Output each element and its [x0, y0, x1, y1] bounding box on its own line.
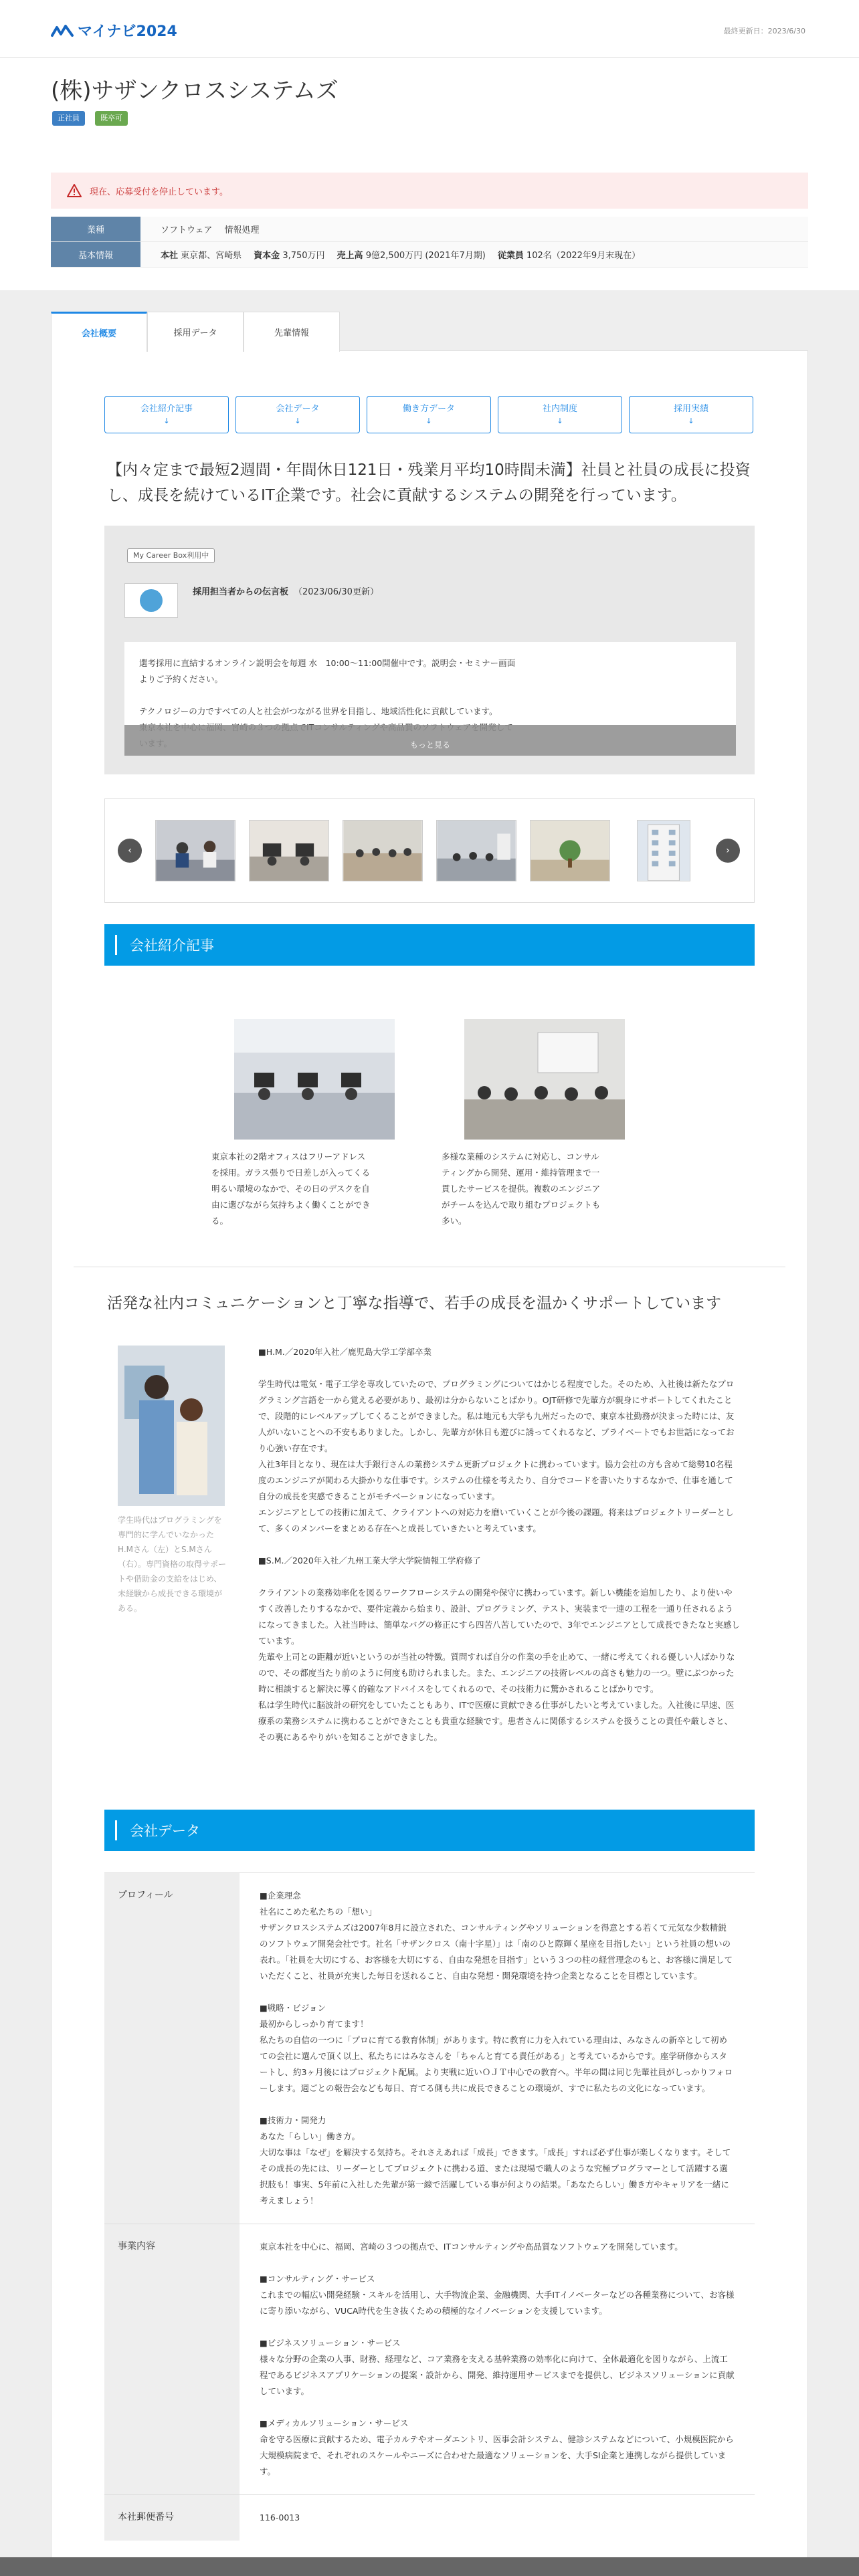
section-header-company-data: 会社データ [104, 1810, 755, 1851]
arrow-down-icon: ↓ [557, 416, 563, 425]
carousel-photo[interactable] [436, 820, 516, 881]
employees-label: 従業員 [497, 251, 524, 261]
data-row-profile: プロフィール ■企業理念 社名にこめた私たちの「想い」 サザンクロスシステムズは2007年8月に設立された、コンサルティングやソリューションを得意とする若くて元気な少数精鋭のソフトウェア開発会社です。社名「サザンクロス（南十字星）」は「南のひと際輝く星座を目指したい」という社員の想いの表れ。「社員を大切にする、お客様を大切にする、自由な発想を目指す」という３つの柱の経営理念のもと、お客様に満足していただくこと、社員が充実した毎日を送れること、自由な発想・開発環境を持つ企業となることを目標としています。 ■戦略・ビジョン 最初からしっかり育てます！ 私たちの自信の一つに「プロに育てる教育体制」があります。特に教育に力を入れている理由は、みなさんの新卒として初めての会社に選んで頂く以上、私たちにはみなさんを「ちゃんと育てる責任がある」と考えているからです。座学研修からスタートし、約3ヶ月後にはプロジェクト配属。より実戦に近いＯＪＴ中心での教育へ。半年の間は同じ先輩社員がしっかりフォローします。週ごとの報告会なども毎日、育てる側も共に成長できることの環境が、すでに私たちの文化になっています。 ■技術力・開発力 あなた「らしい」働き方。 大切な事は「なぜ」を解決する気持ち。それさえあれば「成長」できます。「成長」すれば必ず仕事が楽しくなります。そしてその成長の先には、リーダーとしてプロジェクトに携わる道、または現場で職人のような究極プログラマーとして活躍する選択肢も！事実、5年前に入社した先輩が第一線で活躍している事が何よりの結果。「あなたらしい」働き方やキャリアを一緒に考えましょう！ [104, 1872, 755, 2224]
article-caption: 多様な業種のシステムに対応し、コンサルティングから開発、運用・維持管理まで一貫したサービスを提供。複数のエンジニアがチームを込んで取り組むプロジェクトも多い。 [442, 1152, 601, 1226]
message-title: 採用担当者からの伝言板 [193, 587, 289, 597]
carousel-photo[interactable] [343, 820, 423, 881]
badge-graduate-ok: 既卒可 [95, 111, 128, 126]
employee-photo [118, 1346, 225, 1506]
section-header-articles: 会社紹介記事 [104, 924, 755, 966]
company-data-table [104, 1872, 755, 2541]
interview-text: 学生時代は電気・電子工学を専攻していたので、プログラミングについてはかじる程度でした。そのため、入社後は新たなプログラミング言語を一から覚える必要があり、最初は分からないことばかり。OJT研修で先輩方が親身にサポートしてくれたことで、段階的にレベルアップしてくることができました。私は地元も大学も九州だったので、東京本社勤務が決まった時には、友人がいないことへの不安もありました。しかし、先輩方が休日も遊びに誘ってくれるなど、プライベートでもお世話になっており心強い存在です。 入社3年目となり、現在は大手銀行さんの業務システム更新プロジェクトに携わっています。協力会社の方も含めて総勢10名程度のエンジニアが関わる大掛かりな仕事です。システムの仕様を考えたり、自分でコードを書いたりするなかで、仕事を通して自分の成長を実感できることがモチベーションになっています。 エンジニアとしての技術に加えて、クライアントへの対応力を磨いていくことが今後の課題。将来はプロジェクトリーダーとして、多くのメンバーをまとめる存在へと成長していきたいと考えています。 [258, 1379, 735, 1533]
southern-cross-logo-icon [138, 587, 165, 614]
sales-value: 9億2,500万円 (2021年7月期) [365, 251, 486, 261]
carousel-photo[interactable] [530, 820, 610, 881]
data-label: 本社郵便番号 [104, 2495, 240, 2541]
arrow-down-icon: ↓ [425, 416, 432, 425]
carousel-next-button[interactable]: › [716, 839, 740, 863]
sales-label: 売上高 [337, 251, 363, 261]
data-label: プロフィール [104, 1873, 240, 2224]
bottom-fixed-bar [0, 2557, 859, 2576]
my-career-box-badge: My Career Box利用中 [127, 548, 215, 563]
data-row-postal-code: 本社郵便番号 116-0013 [104, 2494, 755, 2541]
article-photo-office [234, 1019, 395, 1140]
anchor-work-data[interactable]: 働き方データ ↓ [367, 396, 491, 433]
anchor-internal-systems[interactable]: 社内制度 ↓ [498, 396, 622, 433]
interview-heading: ■S.M.／2020年入社／九州工業大学大学院情報工学府修了 [258, 1555, 481, 1566]
company-name: (株)サザンクロスシステムズ [51, 78, 339, 104]
article-caption: 東京本社の2階オフィスはフリーアドレスを採用。ガラス張りで日差しが入ってくる明るい環境のなかで、その日のデスクを自由に選びながら気持ちよく働くことができる。 [211, 1152, 371, 1226]
industry-software: ソフトウェア [161, 225, 213, 235]
read-more-button[interactable]: もっと見る [124, 725, 736, 756]
anchor-hiring-results[interactable]: 採用実績 ↓ [629, 396, 753, 433]
site-header [0, 0, 859, 58]
industry-label: 業種 [51, 217, 140, 241]
notice-text: 現在、応募受付を停止しています。 [90, 187, 228, 197]
carousel-photo[interactable] [249, 820, 329, 881]
interview-text: クライアントの業務効率化を図るワークフローシステムの開発や保守に携わっています。新しい機能を追加したり、より使いやすく改善したりするなかで、要件定義から始まり、設計、プログラミング、テスト、実装まで一連の工程を一通り任されるようになってきました。入社当時は、簡単なバグの修正にすら四苦八苦していたので、3年でエンジニアとして成長できたなと実感しています。 先輩や上司との距離が近いというのが当社の特徴。質問すれば自分の作業の手を止めて、一緒に考えてくれる優しい人ばかりなので、その都度当たり前のように何度も助けられました。また、エンジニアの技術レベルの高さも魅力の一つ。壁にぶつかった時に相談すると解決に導く的確なアドバイスをしてくれるので、その技術力に驚かされることばかりです。 私は学生時代に脳波計の研究をしていたこともあり、ITで医療に貢献できる仕事がしたいと考えていました。入社後に早速、医療系の業務システムに携わることができたことも貴重な経験です。患者さんに関係するシステムを扱うことの責任や厳しさと、その裏にあるやりがいを知ることができました。 [258, 1588, 740, 1742]
site-logo[interactable] [51, 20, 177, 41]
anchor-company-data[interactable]: 会社データ ↓ [235, 396, 360, 433]
basic-info-row [51, 242, 808, 267]
arrow-down-icon: ↓ [163, 416, 170, 425]
employee-interview [258, 1344, 740, 1761]
anchor-articles[interactable]: 会社紹介記事 ↓ [104, 396, 229, 433]
interview-heading: ■H.M.／2020年入社／鹿児島大学工学部卒業 [258, 1347, 432, 1357]
article-photo-meeting [464, 1019, 625, 1140]
hq-label: 本社 [161, 251, 179, 261]
carousel-prev-button[interactable]: ‹ [118, 839, 142, 863]
carousel-photo[interactable] [155, 820, 235, 881]
industry-information: 情報処理 [224, 225, 260, 235]
warning-icon [67, 184, 82, 197]
arrow-down-icon: ↓ [688, 416, 694, 425]
industry-row [51, 217, 808, 242]
capital-value: 3,750万円 [282, 251, 325, 261]
employee-photo-caption: 学生時代はプログラミングを専門的に学んでいなかったH.Mさん（左）とS.Mさん（右）。専門資格の取得サポートや借助金の支給をはじめ、未経験から成長できる環境がある。 [118, 1515, 227, 1613]
message-body: 選考採用に直結するオンライン説明会を毎週 水 10:00～11:00開催中です。説明会・セミナー画面 よりご予約ください。 テクノロジーの力ですべての人と社会がつながる世界を目指し、地域活性化に貢献しています。 [124, 642, 736, 756]
catch-copy: 【内々定まで最短2週間・年間休日121日・残業月平均10時間未満】社員と社員の成長に投資し、成長を続けているIT企業です。社会に貢献するシステムの開発を行っています。 [107, 461, 751, 504]
feature-title: 活発な社内コミュニケーションと丁寧な指導で、若手の成長を温かくサポートしています [107, 1295, 722, 1312]
application-closed-notice [51, 173, 808, 209]
data-label: 事業内容 [104, 2224, 240, 2494]
logo-text: マイナビ2024 [78, 23, 177, 40]
employees-value: 102名（2022年9月末現在） [526, 251, 641, 261]
arrow-down-icon: ↓ [294, 416, 301, 425]
last-updated: 最終更新日：2023/6/30 [723, 27, 805, 35]
tab-recruitment-data[interactable]: 採用データ [147, 312, 244, 352]
capital-label: 資本金 [254, 251, 280, 261]
carousel-photo[interactable] [637, 820, 690, 881]
basic-info-label: 基本情報 [51, 242, 140, 267]
tab-senior-info[interactable]: 先輩情報 [244, 312, 340, 352]
company-info-table [51, 217, 808, 267]
data-row-business: 事業内容 東京本社を中心に、福岡、宮崎の３つの拠点で、ITコンサルティングや高品質なソフトウェアを開発しています。 ■コンサルティング・サービス これまでの幅広い開発経験・スキルを活用し、大手物流企業、金融機関、大手ITイノベーターなどの各種業務について、お客様に寄り添いながら、VUCA時代を生き抜くための積極的なイノベーションを支援しています。 ■ビジネスソリューション・サービス 様々な分野の企業の人事、財務、経理など、コア業務を支える基幹業務の効率化に向けて、全体最適化を図りながら、上流工程であるビジネスアプリケーションの提案・設計から、開発、維持運用サービスまでを提供し、ビジネスソリューションに貢献しています。 ■メディカルソリューション・サービス 命を守る医療に貢献するため、電子カルテやオーダエントリ、医事会計システム、健診システムなどについて、小規模医院から大規模病院まで、それぞれのスケールやニーズに合わせた最適なソリューションを、大手SI企業と連携しながら提供しています。 [104, 2224, 755, 2494]
message-date: （2023/06/30更新） [294, 587, 379, 597]
mynavi-logo-icon [51, 23, 74, 38]
company-logo-image [124, 583, 178, 618]
badge-fulltime: 正社員 [52, 111, 85, 126]
tab-company-overview[interactable]: 会社概要 [51, 312, 147, 352]
hq-value: 東京都、宮崎県 [181, 251, 242, 261]
